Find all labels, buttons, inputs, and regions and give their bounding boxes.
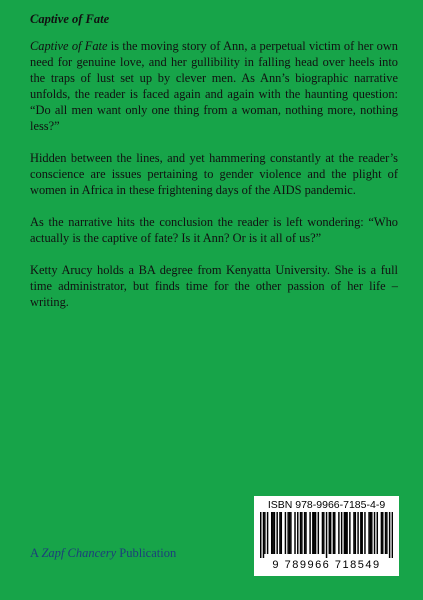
barcode-bar — [333, 512, 334, 554]
barcode-bar — [260, 512, 261, 558]
barcode-bar — [271, 512, 272, 554]
barcode-bar — [276, 512, 277, 554]
publisher-prefix: A — [30, 546, 42, 560]
barcode-bar — [334, 512, 335, 554]
barcode-bar — [364, 512, 365, 554]
isbn-label: ISBN 978-9966-7185-4-9 — [267, 499, 386, 511]
barcode-bar — [312, 512, 313, 554]
barcode-bar — [341, 512, 342, 554]
barcode-bar — [353, 512, 354, 554]
publisher-name-chancery: Chancery — [67, 546, 117, 560]
barcode-bar — [386, 512, 387, 554]
barcode-bar — [377, 512, 378, 554]
blurb-paragraph-3: As the narrative hits the conclusion the reader is left wondering: “Who actually is the captive of fate? Is it Ann? Or is it all of us?” — [30, 215, 398, 245]
barcode-bar — [345, 512, 346, 554]
barcode-bar — [361, 512, 362, 554]
barcode-bar — [370, 512, 371, 554]
barcode-bar — [374, 512, 375, 554]
book-title: Captive of Fate — [30, 12, 110, 26]
barcode-bar — [301, 512, 302, 554]
barcode-bar — [290, 512, 291, 554]
barcode-bar — [330, 512, 331, 554]
barcode-bar — [309, 512, 310, 554]
barcode-bar — [329, 512, 330, 554]
publisher-name-zapf: Zapf — [41, 546, 65, 560]
barcode-bar — [346, 512, 347, 554]
publisher-line — [30, 546, 176, 561]
barcode-bar — [294, 512, 295, 554]
barcode-bar — [368, 512, 369, 554]
barcode-bar — [305, 512, 306, 554]
barcode-bar — [349, 512, 350, 554]
barcode-bar — [279, 512, 280, 554]
barcode-bar — [315, 512, 316, 554]
barcode-bar — [360, 512, 361, 554]
barcode-bar — [289, 512, 290, 554]
barcode-bar — [392, 512, 393, 558]
barcode-bar — [285, 512, 286, 554]
barcode-bar — [272, 512, 273, 554]
barcode-bar — [297, 512, 298, 554]
barcode-bar — [322, 512, 323, 554]
barcode-bar — [318, 512, 319, 554]
barcode-bar — [264, 512, 265, 554]
barcode-bar — [344, 512, 345, 554]
barcode-bar — [385, 512, 386, 554]
barcode-bar — [389, 512, 390, 558]
barcode-bar — [304, 512, 305, 554]
blurb — [30, 38, 398, 326]
barcode-bar — [338, 512, 339, 554]
barcode-bar — [313, 512, 314, 554]
barcode-bars — [260, 512, 393, 558]
barcode-bar — [371, 512, 372, 554]
barcode-bar — [287, 512, 288, 554]
barcode-bar — [326, 512, 327, 558]
barcode-bar — [323, 512, 324, 554]
barcode-digits: 9 789966 718549 — [272, 559, 381, 571]
publisher-suffix: Publication — [116, 546, 177, 560]
blurb-lead-title: Captive of Fate — [30, 39, 108, 53]
barcode-bar — [300, 512, 301, 554]
barcode-bar — [281, 512, 282, 554]
barcode-bar — [263, 512, 264, 558]
barcode-bar — [357, 512, 358, 554]
isbn-barcode — [254, 496, 399, 576]
barcode-bar — [381, 512, 382, 554]
blurb-paragraph-2: Hidden between the lines, and yet hammering constantly at the reader’s conscience are issues pertaining to gender violence and the plight of women in Africa in these frightening days of the AIDS pandemic. — [30, 151, 398, 197]
blurb-paragraph-1 — [30, 38, 398, 134]
barcode-bar — [355, 512, 356, 554]
barcode-bar — [382, 512, 383, 554]
blurb-paragraph-1-text: is the moving story of Ann, a perpetual victim of her own need for genuine love, and her gullibility in falling head over heels into the traps of lust set up by clever men. As Ann’s biographic narrative unfolds, the reader is faced again and again with the haunting question: “Do all men want only one thing from a woman, nothing more, nothing less?” — [30, 39, 398, 133]
author-bio: Ketty Arucy holds a BA degree from Kenyatta University. She is a full time administrator, but finds time for the other passion of her life – writing. — [30, 263, 398, 309]
barcode-bar — [267, 512, 268, 554]
barcode-bar — [274, 512, 275, 554]
